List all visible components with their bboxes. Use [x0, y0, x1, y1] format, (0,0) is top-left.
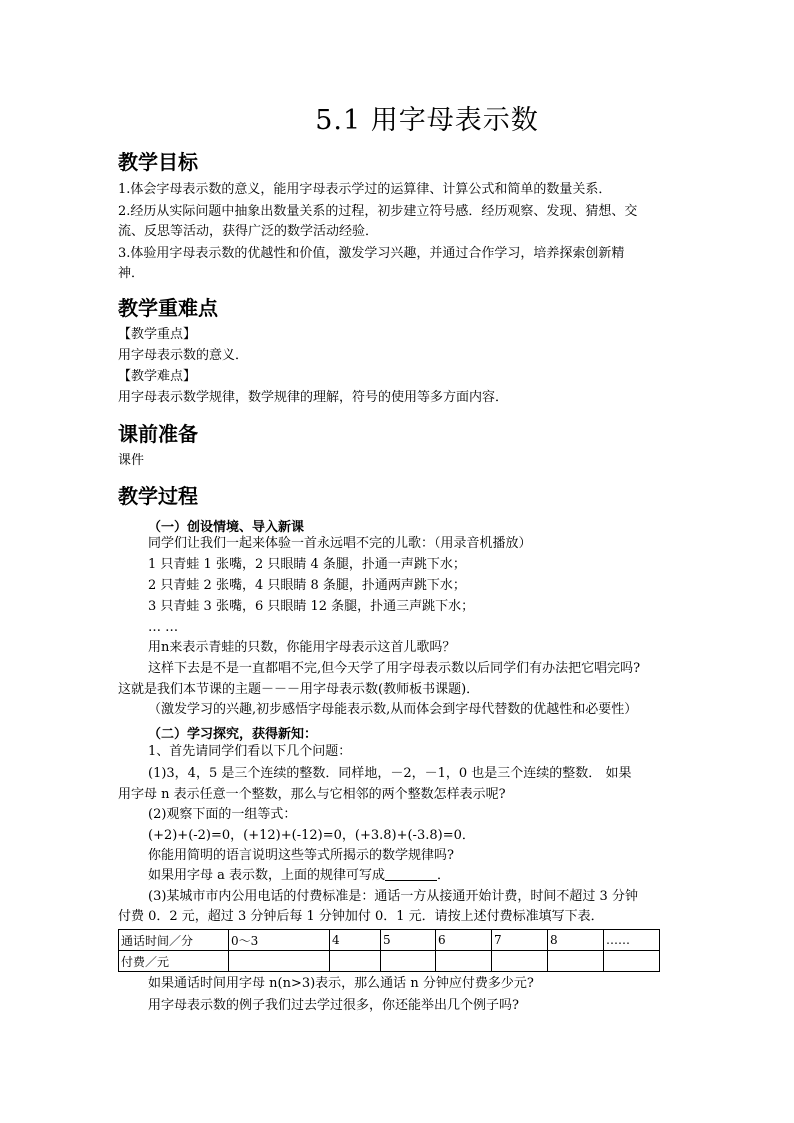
difficulty-label: 【教学难点】: [118, 369, 197, 384]
table-cell: 7: [492, 930, 548, 951]
row-header-time: 通话时间／分: [119, 930, 229, 951]
part1-title: （一）创设情境、导入新课: [148, 520, 305, 535]
question-2-prompt: 如果用字母 a 表示数，上面的规律可写成: [148, 868, 386, 883]
part1-line-4: 3 只青蛙 3 张嘴，6 只眼睛 12 条腿，扑通三声跳下水；: [148, 599, 475, 614]
page-title: 5.1 用字母表示数: [315, 105, 539, 136]
goals-line-5: 神．: [118, 266, 145, 281]
table-cell: 0～3: [229, 930, 330, 951]
keypoints-heading: 教学重难点: [118, 296, 218, 320]
table-cell: 6: [436, 930, 492, 951]
question-1-line-a: (1)3，4，5 是三个连续的整数．同样地，－2，－1，0 也是三个连续的整数． 如果: [148, 766, 632, 781]
question-2-period: ．: [437, 868, 451, 883]
focus-label: 【教学重点】: [118, 327, 197, 342]
part1-line-7: 这样下去是不是一直都唱不完,但今天学了用字母表示数以后同学们有办法把它唱完吗?: [148, 661, 641, 676]
goals-heading: 教学目标: [118, 150, 198, 174]
question-2-line-d: [148, 866, 450, 886]
table-row: [119, 951, 660, 972]
part1-line-1: 同学们让我们一起来体验一首永远唱不完的儿歌：（用录音机播放）: [148, 536, 532, 551]
table-cell-empty[interactable]: [229, 951, 330, 972]
question-3-line-d: 用字母表示数的例子我们过去学过很多，你还能举出几个例子吗?: [148, 998, 519, 1013]
part2-title: （二）学习探究，获得新知：: [148, 727, 318, 742]
question-3-line-c: 如果通话时间用字母 n(n>3)表示，那么通话 n 分钟应付费多少元?: [148, 976, 534, 991]
part1-line-5: … …: [148, 620, 179, 635]
question-1-line-b: 用字母 n 表示任意一个整数，那么与它相邻的两个整数怎样表示呢?: [118, 787, 506, 802]
process-heading: 教学过程: [118, 484, 198, 508]
table-cell-empty[interactable]: [492, 951, 548, 972]
row-header-fee: 付费／元: [119, 951, 229, 972]
fee-table: [118, 929, 660, 972]
question-3-line-b: 付费 0．2 元，超过 3 分钟后每 1 分钟加付 0．1 元．请按上述付费标准填写下表．: [118, 909, 604, 924]
table-cell: 4: [330, 930, 381, 951]
table-cell: ……: [604, 930, 660, 951]
question-2-line-a: (2)观察下面的一组等式：: [148, 807, 297, 822]
question-2-line-c: 你能用简明的语言说明这些等式所揭示的数学规律吗?: [148, 848, 454, 863]
answer-blank: [385, 866, 437, 881]
goals-line-3: 流、反思等活动，获得广泛的数学活动经验．: [118, 224, 379, 239]
question-intro: 1、首先请同学们看以下几个问题：: [148, 744, 352, 759]
prep-heading: 课前准备: [118, 422, 198, 446]
goals-line-1: 1.体会字母表示数的意义，能用字母表示学过的运算律、计算公式和简单的数量关系．: [118, 182, 612, 197]
question-3-line-a: (3)某城市市内公用电话的付费标准是：通话一方从接通开始计费，时间不超过 3 分钟: [148, 889, 638, 904]
prep-text: 课件: [118, 453, 145, 468]
table-row: [119, 930, 660, 951]
goals-line-2: 2.经历从实际问题中抽象出数量关系的过程，初步建立符号感．经历观察、发现、猜想、交: [118, 204, 638, 219]
part1-line-wrap: 这就是我们本节课的主题－－－用字母表示数(教师板书课题)．: [118, 682, 480, 697]
question-2-line-b: (+2)+(-2)=0，(+12)+(-12)=0，(+3.8)+(-3.8)=0．: [148, 828, 475, 843]
table-cell-empty[interactable]: [436, 951, 492, 972]
part1-line-3: 2 只青蛙 2 张嘴，4 只眼睛 8 条腿，扑通两声跳下水；: [148, 578, 466, 593]
table-cell-empty[interactable]: [604, 951, 660, 972]
part1-note: （激发学习的兴趣,初步感悟字母能表示数,从而体会到字母代替数的优越性和必要性）: [148, 702, 638, 717]
part1-line-2: 1 只青蛙 1 张嘴，2 只眼睛 4 条腿，扑通一声跳下水；: [148, 557, 466, 572]
table-cell: 8: [548, 930, 604, 951]
difficulty-text: 用字母表示数学规律，数学规律的理解，符号的使用等多方面内容．: [118, 390, 509, 405]
table-cell-empty[interactable]: [330, 951, 381, 972]
goals-line-4: 3.体验用字母表示数的优越性和价值，激发学习兴趣，并通过合作学习，培养探索创新精: [118, 246, 625, 261]
part1-line-6: 用n来表示青蛙的只数，你能用字母表示这首儿歌吗？: [148, 640, 456, 655]
table-cell-empty[interactable]: [548, 951, 604, 972]
focus-text: 用字母表示数的意义．: [118, 348, 249, 363]
table-cell: 5: [381, 930, 436, 951]
table-cell-empty[interactable]: [381, 951, 436, 972]
